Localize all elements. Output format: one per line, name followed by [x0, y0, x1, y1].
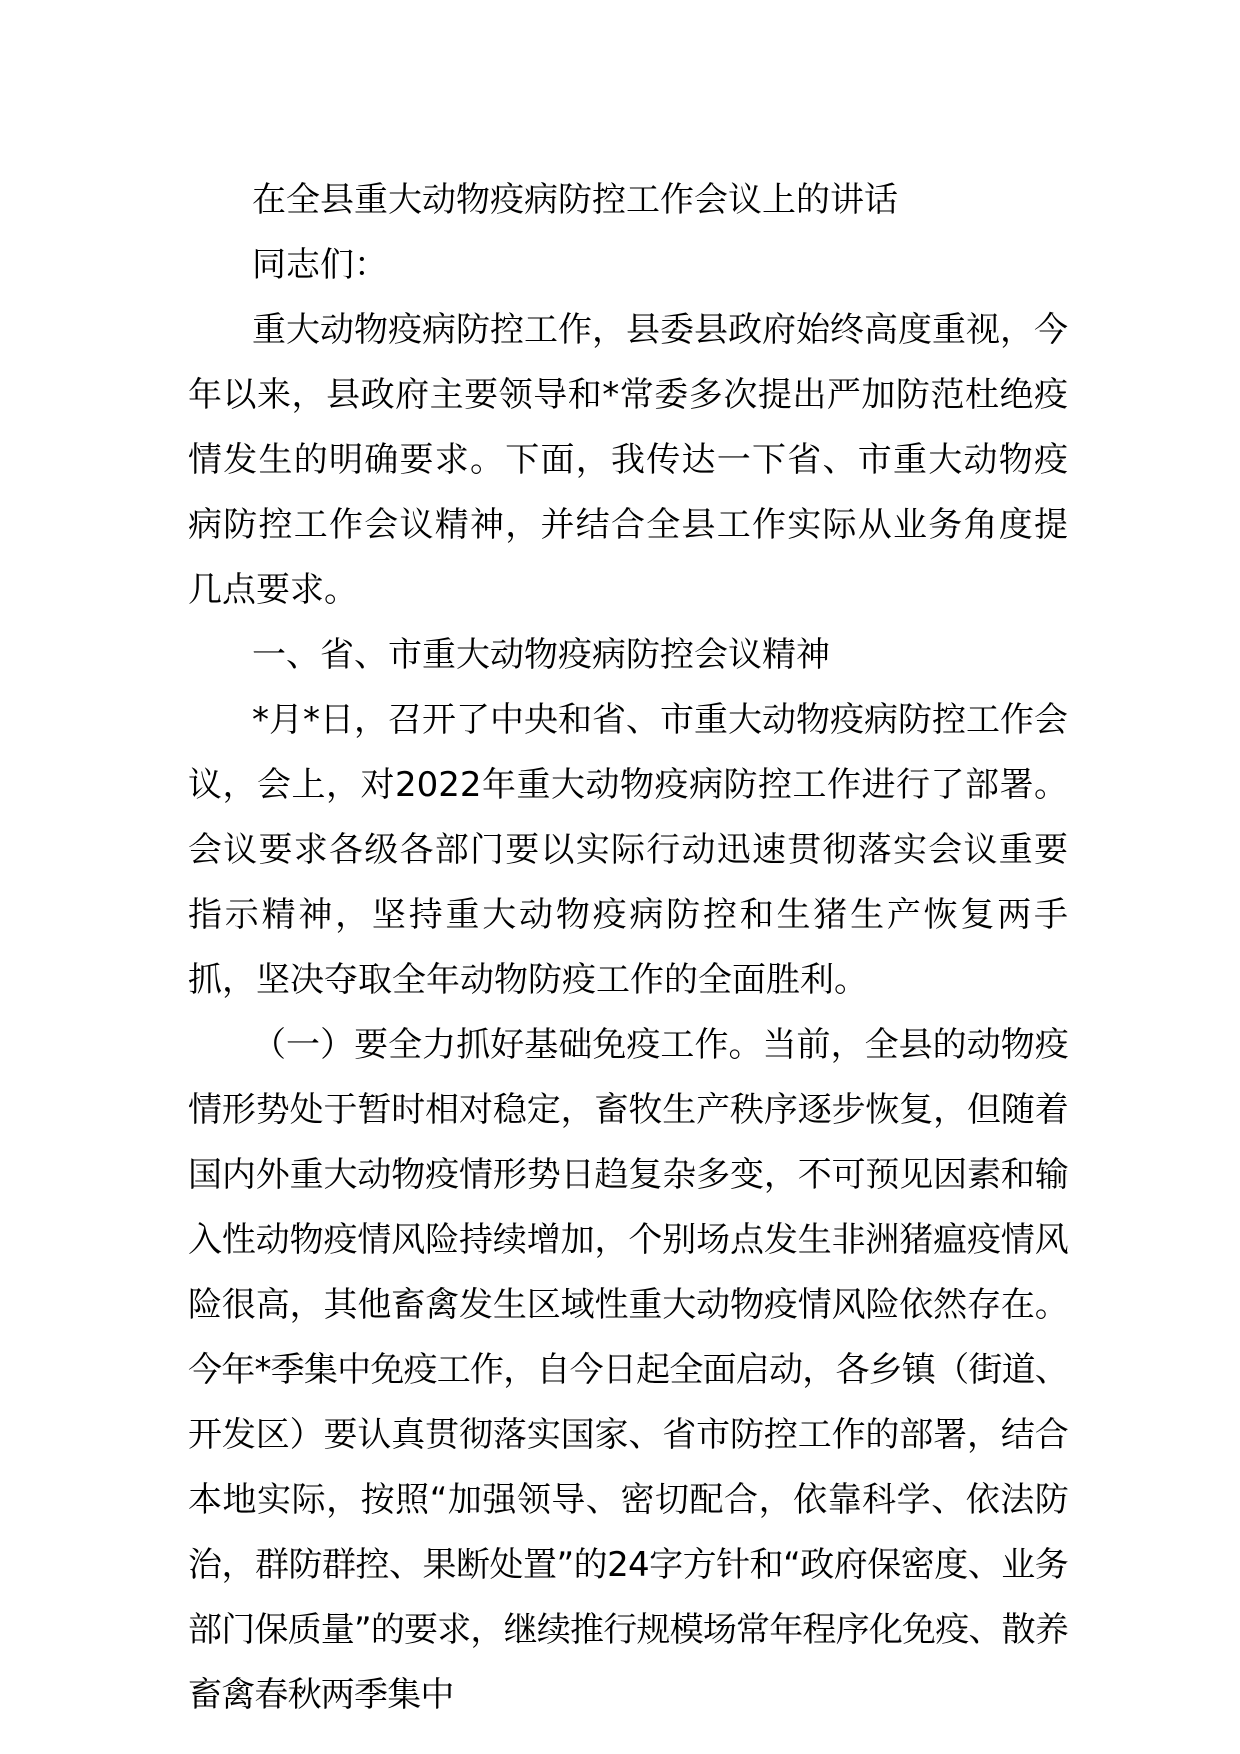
paragraph-intro: 重大动物疫病防控工作，县委县政府始终高度重视，今年以来，县政府主要领导和*常委多次提出严加防范杜绝疫情发生的明确要求。下面，我传达一下省、市重大动物疫病防控工作会议精神，并结合全县工作实际从业务角度提几点要求。 — [188, 310, 1068, 610]
document-title: 在全县重大动物疫病防控工作会议上的讲话 — [252, 180, 898, 220]
salutation: 同志们： — [252, 245, 388, 285]
paragraph-meeting: *月*日，召开了中央和省、市重大动物疫病防控工作会议，会上，对2022年重大动物疫病防控工作进行了部署。会议要求各级各部门要以实际行动迅速贯彻落实会议重要指示精神，坚持重大动物疫病防控和生猪生产恢复两手抓，坚决夺取全年动物防疫工作的全面胜利。 — [188, 700, 1068, 1000]
paragraph-immunization: （一）要全力抓好基础免疫工作。当前，全县的动物疫情形势处于暂时相对稳定，畜牧生产秩序逐步恢复，但随着国内外重大动物疫情形势日趋复杂多变，不可预见因素和输入性动物疫情风险持续增加，个别场点发生非洲猪瘟疫情风险很高，其他畜禽发生区域性重大动物疫情风险依然存在。今年*季集中免疫工作，自今日起全面启动，各乡镇（街道、开发区）要认真贯彻落实国家、省市防控工作的部署，结合本地实际，按照“加强领导、密切配合，依靠科学、依法防治，群防群控、果断处置”的24字方针和“政府保密度、业务部门保质量”的要求，继续推行规模场常年程序化免疫、散养畜禽春秋两季集中 — [188, 1025, 1069, 1715]
section-heading-1: 一、省、市重大动物疫病防控会议精神 — [252, 635, 830, 675]
document-body — [188, 168, 1068, 1728]
